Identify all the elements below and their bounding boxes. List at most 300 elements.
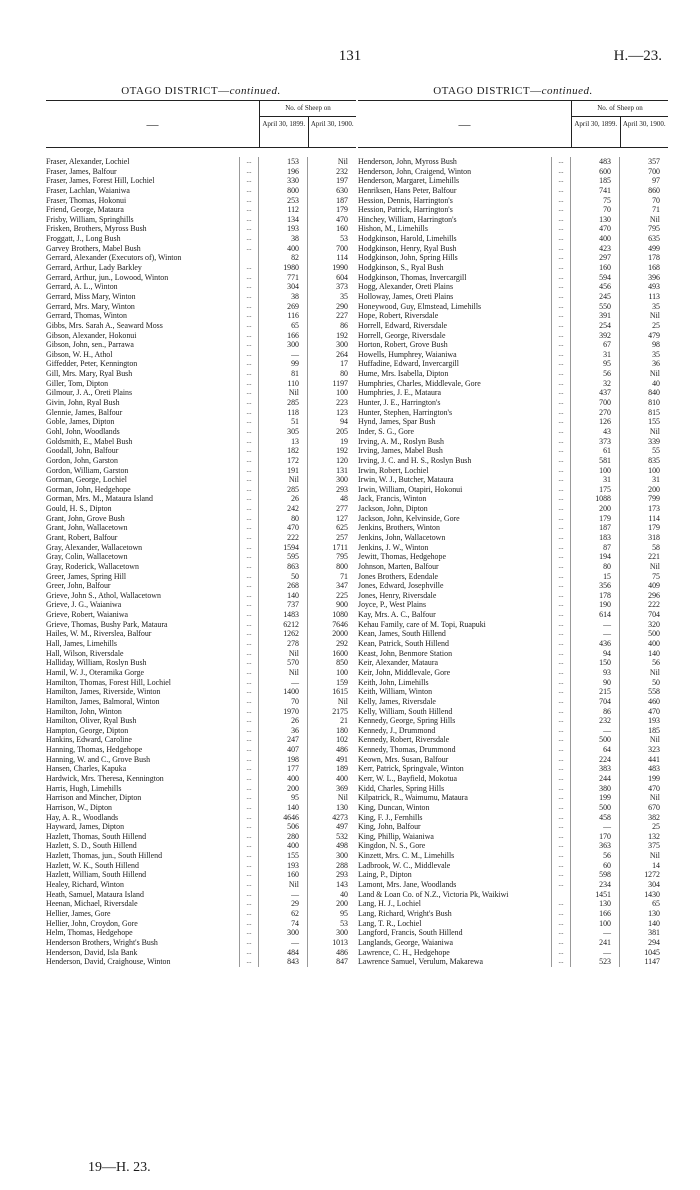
owner-name: Kennedy, Robert, Riversdale xyxy=(358,735,552,745)
count-1900: 500 xyxy=(648,629,660,639)
count-1900: 35 xyxy=(652,301,660,311)
count-1899: 166 xyxy=(259,331,308,341)
count-1899: 594 xyxy=(571,273,620,283)
table-row xyxy=(358,398,668,408)
table-row xyxy=(358,870,668,880)
leader-dots: ... xyxy=(552,446,571,456)
count-1899: 95 xyxy=(259,793,308,803)
owner-name: Goldsmith, E., Mabel Bush xyxy=(46,437,240,447)
owner-name: Gray, Roderick, Wallacetown xyxy=(46,562,240,572)
count-1900: 486 xyxy=(336,745,348,755)
owner-name: Gerrard, Arthur, jun., Lowood, Winton xyxy=(46,273,240,283)
count-1899: 67 xyxy=(571,340,620,350)
leader-dots: ... xyxy=(552,639,571,649)
count-1899: 99 xyxy=(259,359,308,369)
table-row xyxy=(358,321,668,331)
count-1900: 200 xyxy=(336,899,348,909)
count-1899: 356 xyxy=(571,581,620,591)
owner-name: Keith, John, Limehills xyxy=(358,678,552,688)
count-1900: 532 xyxy=(336,831,348,841)
table-row xyxy=(46,321,356,331)
table-row xyxy=(358,514,668,524)
leader-dots: ... xyxy=(240,880,259,890)
count-1900: 114 xyxy=(336,253,348,263)
count-1899: 247 xyxy=(259,735,308,745)
count-1899: 285 xyxy=(259,398,308,408)
leader-dots: ... xyxy=(552,263,571,273)
leader-dots: ... xyxy=(552,514,571,524)
table-row xyxy=(46,263,356,273)
table-row xyxy=(46,832,356,842)
owner-name: Ladbrook, W. C., Middlevale xyxy=(358,861,552,871)
table-row xyxy=(358,302,668,312)
owner-name: Gibson, W. H., Athol xyxy=(46,350,240,360)
owner-name: Hodgkinson, Harold, Limehills xyxy=(358,234,552,244)
leader-dots: ... xyxy=(240,938,259,948)
count-1900: 71 xyxy=(652,205,660,215)
count-1900: 470 xyxy=(336,214,348,224)
owner-name: Hishon, M., Limehills xyxy=(358,224,552,234)
count-1900: 173 xyxy=(648,504,660,514)
count-1900: 293 xyxy=(336,484,348,494)
count-1899: 1262 xyxy=(259,629,308,639)
table-row xyxy=(358,851,668,861)
owner-name: Hazlett, Thomas, jun., South Hillend xyxy=(46,851,240,861)
count-1899: 50 xyxy=(259,572,308,582)
table-row xyxy=(358,340,668,350)
count-1900: 70 xyxy=(652,195,660,205)
leader-dots: ... xyxy=(240,167,259,177)
count-1900: Nil xyxy=(649,369,660,379)
count-1899: 400 xyxy=(571,234,620,244)
count-1900: 168 xyxy=(648,263,660,273)
count-1900: 56 xyxy=(652,658,660,668)
name-header: — xyxy=(46,101,260,147)
count-1899: Nil xyxy=(259,388,308,398)
owner-name: Hall, James, Limehills xyxy=(46,639,240,649)
count-1899: 800 xyxy=(259,186,308,196)
table-row xyxy=(46,784,356,794)
leader-dots: ... xyxy=(240,186,259,196)
count-1899: 270 xyxy=(571,408,620,418)
leader-dots: ... xyxy=(240,774,259,784)
table-body xyxy=(46,148,356,967)
table-row xyxy=(46,909,356,919)
table-row xyxy=(358,234,668,244)
count-1900: 1272 xyxy=(644,870,660,880)
owner-name: Kean, Patrick, South Hillend xyxy=(358,639,552,649)
owner-name: Hamilton, John, Winton xyxy=(46,707,240,717)
table-row xyxy=(358,543,668,553)
leader-dots: ... xyxy=(552,157,571,167)
count-1900: 304 xyxy=(648,880,660,890)
owner-name: Hellier, John, Croydon, Gore xyxy=(46,919,240,929)
leader-dots: ... xyxy=(552,205,571,215)
table-row xyxy=(46,466,356,476)
count-1900: 35 xyxy=(652,349,660,359)
table-row xyxy=(46,629,356,639)
table-row xyxy=(46,861,356,871)
leader-dots: ... xyxy=(552,629,571,639)
count-1899: 62 xyxy=(259,909,308,919)
count-1900: 497 xyxy=(336,822,348,832)
table-row xyxy=(358,196,668,206)
count-1899: 178 xyxy=(571,591,620,601)
count-1900: 86 xyxy=(340,320,348,330)
owner-name: Lang, T. R., Lochiel xyxy=(358,919,552,929)
owner-name: Keir, Alexander, Mataura xyxy=(358,658,552,668)
table-row xyxy=(46,224,356,234)
owner-name: King, Phillip, Waianiwa xyxy=(358,832,552,842)
table-row xyxy=(46,494,356,504)
table-row xyxy=(358,581,668,591)
leader-dots: ... xyxy=(552,302,571,312)
count-1900: 197 xyxy=(336,176,348,186)
count-1900: 53 xyxy=(340,234,348,244)
count-1900: 50 xyxy=(652,677,660,687)
leader-dots: ... xyxy=(552,273,571,283)
leader-dots: ... xyxy=(240,446,259,456)
count-1899: — xyxy=(259,890,308,900)
table-row xyxy=(46,572,356,582)
count-1899: 182 xyxy=(259,446,308,456)
count-1900: Nil xyxy=(337,696,348,706)
count-1900: 14 xyxy=(652,860,660,870)
table-row xyxy=(358,417,668,427)
table-row xyxy=(46,581,356,591)
owner-name: Halliday, William, Roslyn Bush xyxy=(46,658,240,668)
table-row xyxy=(358,263,668,273)
count-1900: 199 xyxy=(648,774,660,783)
count-1900: 558 xyxy=(648,687,660,697)
owner-name: Hall, Wilson, Riversdale xyxy=(46,649,240,659)
table-row xyxy=(46,543,356,553)
count-1899: 38 xyxy=(259,234,308,244)
owner-name: Hope, Robert, Riversdale xyxy=(358,311,552,321)
count-1899: 456 xyxy=(571,282,620,292)
owner-name: Kelly, James, Riversdale xyxy=(358,697,552,707)
count-1899: 187 xyxy=(571,523,620,533)
table-row xyxy=(358,726,668,736)
table-row xyxy=(358,475,668,485)
table-header xyxy=(46,100,356,148)
count-1899: 175 xyxy=(571,485,620,495)
table-row xyxy=(46,735,356,745)
count-1900: 264 xyxy=(336,349,348,359)
leader-dots: ... xyxy=(552,533,571,543)
leader-dots: ... xyxy=(240,196,259,206)
table-row xyxy=(46,446,356,456)
leader-dots: ... xyxy=(552,716,571,726)
leader-dots: ... xyxy=(240,263,259,273)
count-1899: 196 xyxy=(259,167,308,177)
table-row xyxy=(46,311,356,321)
table-row xyxy=(46,726,356,736)
table-row xyxy=(46,668,356,678)
count-1899: 93 xyxy=(571,668,620,678)
count-1900: 300 xyxy=(336,928,348,938)
leader-dots: ... xyxy=(240,562,259,572)
count-1899: 95 xyxy=(571,359,620,369)
table-row xyxy=(358,620,668,630)
leader-dots: ... xyxy=(552,909,571,919)
leader-dots: ... xyxy=(552,417,571,427)
leader-dots: ... xyxy=(240,909,259,919)
table-row xyxy=(46,957,356,967)
count-1900: 625 xyxy=(336,523,348,533)
count-1899: 65 xyxy=(259,321,308,331)
name-header: — xyxy=(358,101,572,147)
table-row xyxy=(358,591,668,601)
leader-dots: ... xyxy=(552,282,571,292)
owner-name: Jewitt, Thomas, Hedgehope xyxy=(358,552,552,562)
owner-name: Gohl, John, Woodlands xyxy=(46,427,240,437)
count-1900: 1430 xyxy=(644,889,660,899)
table-row xyxy=(358,215,668,225)
count-1900: 123 xyxy=(336,407,348,417)
owner-name: Kennedy, J., Drummond xyxy=(358,726,552,736)
table-row xyxy=(46,870,356,880)
leader-dots: ... xyxy=(552,456,571,466)
table-row xyxy=(46,437,356,447)
leader-dots: ... xyxy=(240,572,259,582)
owner-name: Kelly, William, South Hillend xyxy=(358,707,552,717)
table-body xyxy=(358,148,668,967)
count-1899: 269 xyxy=(259,302,308,312)
table-row xyxy=(358,649,668,659)
count-1899: 70 xyxy=(571,205,620,215)
count-1899: 297 xyxy=(571,253,620,263)
count-1900: 100 xyxy=(336,388,348,398)
leader-dots: ... xyxy=(240,899,259,909)
leader-dots: ... xyxy=(552,928,571,938)
table-row xyxy=(46,716,356,726)
count-1900: 1197 xyxy=(332,378,348,388)
leader-dots: ... xyxy=(240,697,259,707)
table-row xyxy=(358,186,668,196)
owner-name: Johnson, Marten, Balfour xyxy=(358,562,552,572)
count-1899: 245 xyxy=(571,292,620,302)
owner-name: Huffadine, Edward, Invercargill xyxy=(358,359,552,369)
count-1899: 373 xyxy=(571,437,620,447)
leader-dots: ... xyxy=(552,485,571,495)
col-1900-header: April 30, 1900. xyxy=(310,120,354,128)
table-row xyxy=(358,697,668,707)
owner-name: Hodgkinson, Thomas, Invercargill xyxy=(358,273,552,283)
count-1900: 94 xyxy=(340,417,348,427)
leader-dots: ... xyxy=(552,841,571,851)
count-1900: 189 xyxy=(336,764,348,774)
count-1900: 159 xyxy=(336,677,348,687)
owner-name: Hodgkinson, John, Spring Hills xyxy=(358,253,552,263)
count-1899: 74 xyxy=(259,919,308,929)
owner-name: Givin, John, Ryal Bush xyxy=(46,398,240,408)
leader-dots: ... xyxy=(552,697,571,707)
leader-dots: ... xyxy=(552,311,571,321)
owner-name: Grieve, J. G., Waianiwa xyxy=(46,600,240,610)
leader-dots: ... xyxy=(552,832,571,842)
count-1900: 205 xyxy=(336,426,348,436)
count-1899: 843 xyxy=(259,957,308,967)
count-1900: 294 xyxy=(648,937,660,947)
leader-dots: ... xyxy=(552,504,571,514)
table-row xyxy=(358,707,668,717)
owner-name: Hellier, James, Gore xyxy=(46,909,240,919)
count-1899: 193 xyxy=(259,224,308,234)
table-row xyxy=(358,668,668,678)
count-1900: 296 xyxy=(648,590,660,600)
owner-name: Goble, James, Dipton xyxy=(46,417,240,427)
count-1900: 100 xyxy=(336,667,348,677)
owner-name: Irving, James, Mabel Bush xyxy=(358,446,552,456)
owner-name: Hayward, James, Dipton xyxy=(46,822,240,832)
leader-dots: ... xyxy=(552,215,571,225)
count-1900: 25 xyxy=(652,320,660,330)
leader-dots: ... xyxy=(240,359,259,369)
count-1900: 318 xyxy=(648,532,660,542)
count-1899: 771 xyxy=(259,273,308,283)
count-1899: 36 xyxy=(259,726,308,736)
count-1900: 127 xyxy=(336,513,348,523)
count-1900: 185 xyxy=(648,725,660,735)
count-1900: 130 xyxy=(648,908,660,918)
owner-name: Harris, Hugh, Limehills xyxy=(46,784,240,794)
count-1900: 795 xyxy=(648,224,660,234)
count-1900: 4273 xyxy=(332,812,348,822)
leader-dots: ... xyxy=(240,591,259,601)
owner-name: Hume, Mrs. Isabella, Dipton xyxy=(358,369,552,379)
leader-dots: ... xyxy=(552,398,571,408)
count-1899: — xyxy=(571,822,620,832)
count-1899: 598 xyxy=(571,870,620,880)
table-row xyxy=(358,948,668,958)
leader-dots: ... xyxy=(552,668,571,678)
count-1900: 223 xyxy=(336,398,348,408)
count-1899: — xyxy=(571,620,620,630)
table-row xyxy=(358,610,668,620)
count-1899: 4646 xyxy=(259,813,308,823)
owner-name: Gould, H. S., Dipton xyxy=(46,504,240,514)
owner-name: Hamilton, Thomas, Forest Hill, Lochiel xyxy=(46,678,240,688)
owner-name: Irving, J. C. and H. S., Roslyn Bush xyxy=(358,456,552,466)
table-row xyxy=(358,928,668,938)
leader-dots: ... xyxy=(552,552,571,562)
count-1900: 200 xyxy=(648,484,660,494)
leader-dots: ... xyxy=(552,649,571,659)
leader-dots: ... xyxy=(552,167,571,177)
table-row xyxy=(46,649,356,659)
leader-dots: ... xyxy=(552,861,571,871)
leader-dots: ... xyxy=(240,552,259,562)
count-1900: 470 xyxy=(648,783,660,793)
leader-dots: ... xyxy=(552,919,571,929)
count-1900: 65 xyxy=(652,899,660,909)
leader-dots: ... xyxy=(240,215,259,225)
owner-name: Henderson, Margaret, Limehills xyxy=(358,176,552,186)
leader-dots: ... xyxy=(240,321,259,331)
count-1899: 200 xyxy=(571,504,620,514)
count-1899: 43 xyxy=(571,427,620,437)
count-1899: 75 xyxy=(571,196,620,206)
owner-name: Henderson Brothers, Wright's Bush xyxy=(46,938,240,948)
table-row xyxy=(46,620,356,630)
table-row xyxy=(358,803,668,813)
owner-name: Kean, James, South Hillend xyxy=(358,629,552,639)
table-row xyxy=(46,167,356,177)
owner-name: Joyce, P., West Plains xyxy=(358,600,552,610)
leader-dots: ... xyxy=(240,870,259,880)
count-1899: 56 xyxy=(571,369,620,379)
col-1899-header: April 30, 1899. xyxy=(572,117,621,147)
leader-dots: ... xyxy=(240,475,259,485)
leader-dots: ... xyxy=(240,832,259,842)
count-1900: 80 xyxy=(340,369,348,379)
count-1899: 13 xyxy=(259,437,308,447)
count-1900: 635 xyxy=(648,234,660,244)
owner-name: Irwin, W. J., Butcher, Mataura xyxy=(358,475,552,485)
owner-name: Fraser, Lachlan, Waianiwa xyxy=(46,186,240,196)
table-row xyxy=(46,157,356,167)
owner-name: Heath, Samuel, Mataura Island xyxy=(46,890,240,900)
owner-name: Hazlett, S. D., South Hillend xyxy=(46,841,240,851)
count-1900: 840 xyxy=(648,388,660,398)
count-1899: 100 xyxy=(571,466,620,476)
count-1899: 155 xyxy=(259,851,308,861)
count-1899: 1594 xyxy=(259,543,308,553)
owner-name: Gill, Mrs. Mary, Ryal Bush xyxy=(46,369,240,379)
table-row xyxy=(358,523,668,533)
count-1900: 1600 xyxy=(332,648,348,658)
count-1900: 483 xyxy=(648,764,660,774)
district-title: OTAGO DISTRICT—continued. xyxy=(433,85,593,97)
owner-name: Hodgkinson, Henry, Ryal Bush xyxy=(358,244,552,254)
table-row xyxy=(358,504,668,514)
table-row xyxy=(46,938,356,948)
col-1900-header: April 30, 1900. xyxy=(622,120,666,128)
count-1899: 90 xyxy=(571,678,620,688)
leader-dots: ... xyxy=(552,591,571,601)
table-row xyxy=(358,466,668,476)
owner-name: Gray, Colin, Wallacetown xyxy=(46,552,240,562)
leader-dots: ... xyxy=(552,784,571,794)
owner-name: Horton, Robert, Grove Bush xyxy=(358,340,552,350)
leader-dots: ... xyxy=(552,803,571,813)
count-1900: 1990 xyxy=(332,263,348,273)
count-1900: 382 xyxy=(648,812,660,822)
count-1900: 860 xyxy=(648,185,660,195)
count-1900: 479 xyxy=(648,330,660,340)
leader-dots: ... xyxy=(240,408,259,418)
count-1899: 330 xyxy=(259,176,308,186)
count-1899: 112 xyxy=(259,205,308,215)
count-1899: 700 xyxy=(571,398,620,408)
count-1899: 234 xyxy=(571,880,620,890)
count-1900: 835 xyxy=(648,455,660,465)
leader-dots: ... xyxy=(240,629,259,639)
count-1900: 221 xyxy=(648,552,660,562)
leader-dots: ... xyxy=(552,427,571,437)
count-1899: 400 xyxy=(259,841,308,851)
leader-dots: ... xyxy=(240,890,259,900)
count-1900: 131 xyxy=(336,465,348,475)
owner-name: Kennedy, Thomas, Drummond xyxy=(358,745,552,755)
owner-name: Irving, A. M., Roslyn Bush xyxy=(358,437,552,447)
count-1899: 280 xyxy=(259,832,308,842)
leader-dots: ... xyxy=(240,813,259,823)
leader-dots: ... xyxy=(240,610,259,620)
count-1900: 470 xyxy=(648,706,660,716)
table-row xyxy=(358,572,668,582)
